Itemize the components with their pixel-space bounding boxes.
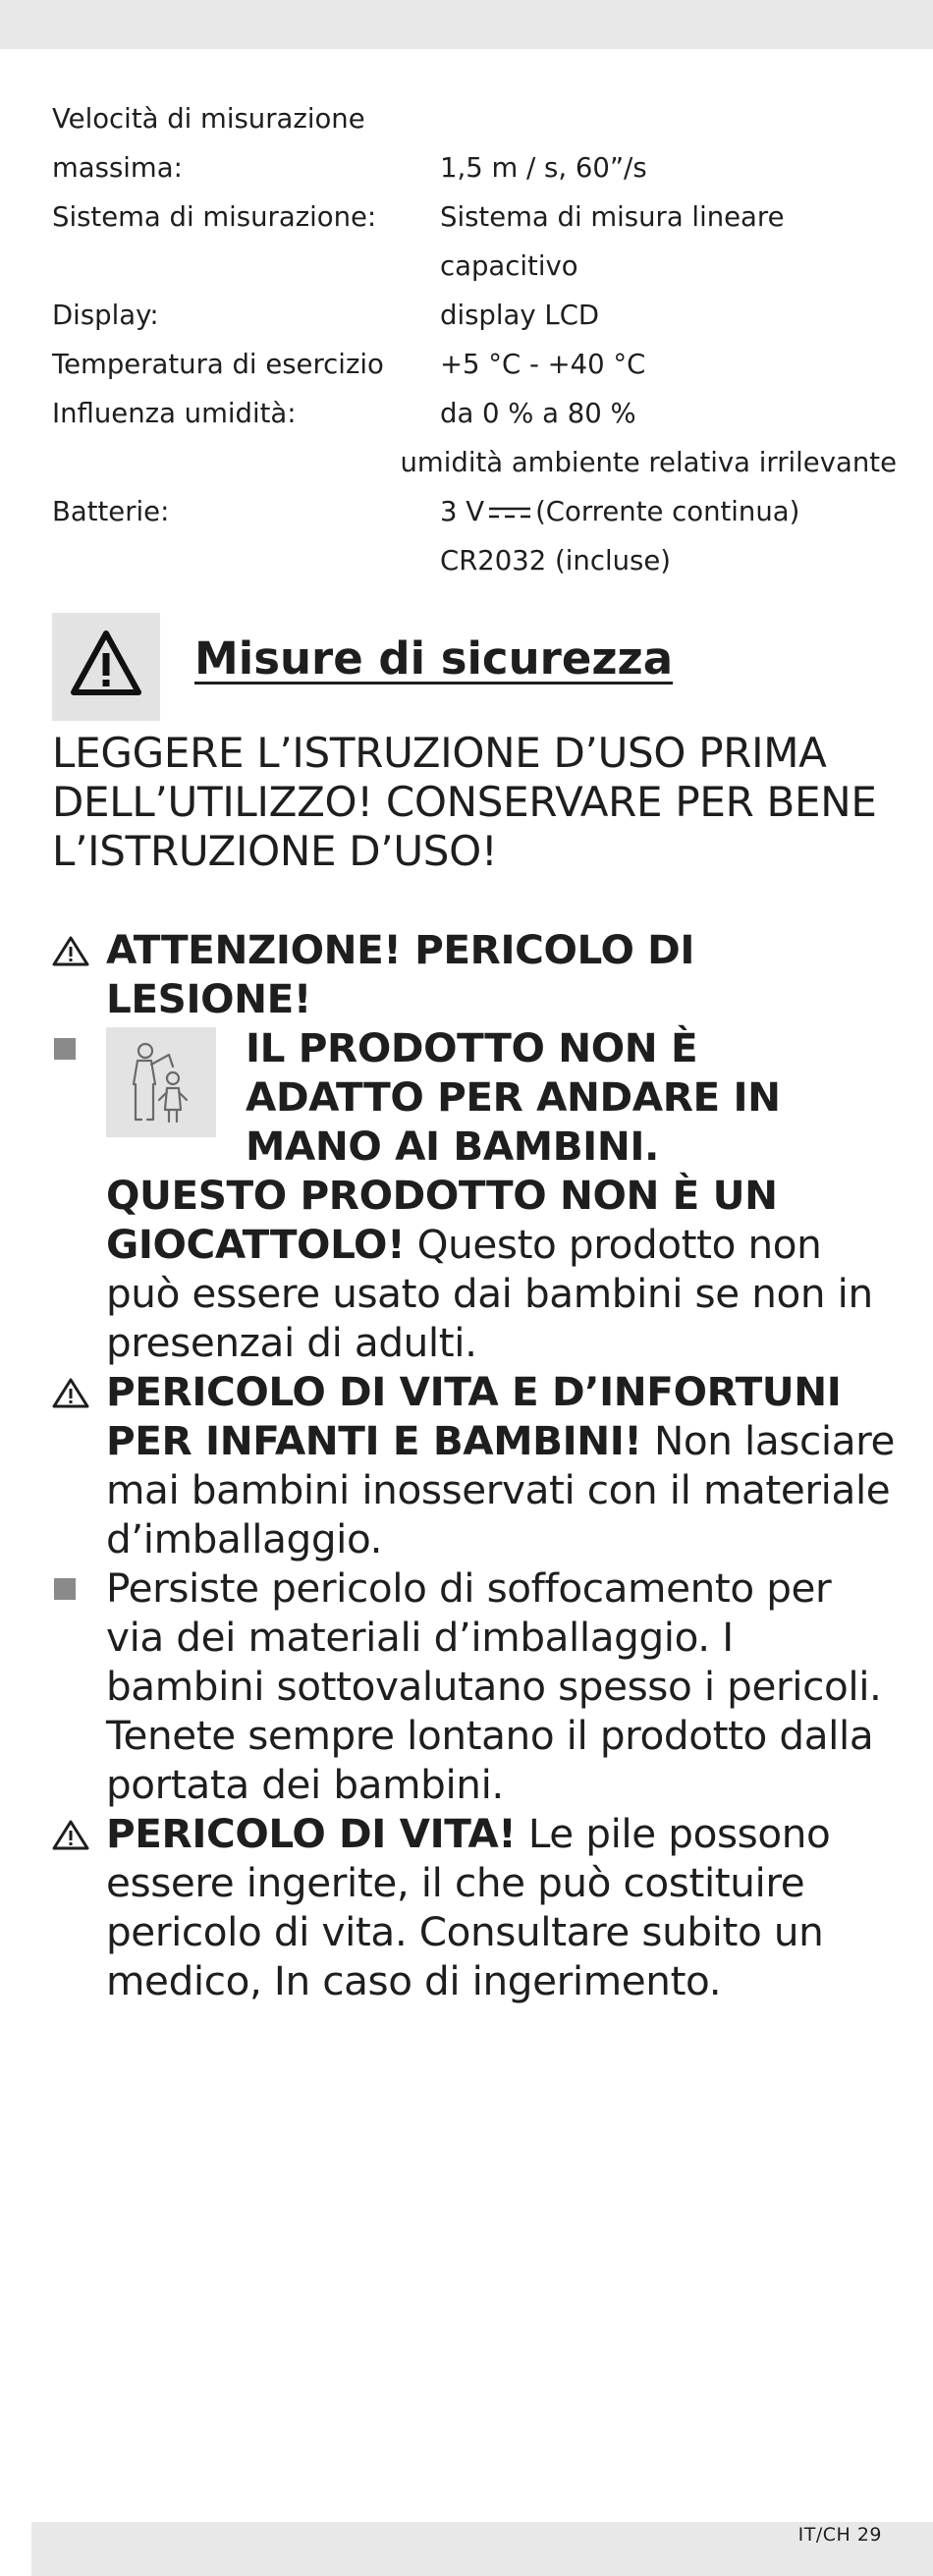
safety-list <box>52 925 897 2005</box>
item-bold: PERICOLO DI VITA! <box>106 1810 517 1857</box>
battery-current-type: (Corrente continua) <box>535 496 800 527</box>
spec-row <box>52 291 897 340</box>
spec-label: Temperatura di esercizio <box>52 349 384 380</box>
footer-notch <box>0 2522 31 2576</box>
spec-value: da 0 % a 80 % <box>440 398 636 429</box>
square-bullet <box>52 1023 91 1072</box>
safety-section-header <box>52 613 897 721</box>
list-item <box>52 1809 897 2005</box>
spec-table <box>52 94 897 585</box>
child-warning-line: ADATTO PER ANDARE IN <box>246 1073 781 1121</box>
spec-row <box>52 487 897 536</box>
spec-value <box>440 94 897 143</box>
child-with-toy-icon <box>106 1027 216 1137</box>
square-bullet <box>52 1563 91 1613</box>
spec-label: Influenza umidità: <box>52 398 297 429</box>
item-bold: QUESTO PRODOTTO NON È UN GIOCATTOLO! <box>106 1172 778 1268</box>
direct-current-icon <box>487 503 532 522</box>
spec-value: +5 °C - +40 °C <box>440 349 646 380</box>
item-body: Non lasciare mai bambini inosservati con il materiale d’imballaggio. <box>106 1417 895 1562</box>
item-bold: PERICOLO DI VITA E D’INFORTUNI PER INFANTI E BAMBINI! <box>106 1368 842 1464</box>
item-body: Questo prodotto non può essere usato dai bambini se non in presenzai di adulti. <box>106 1221 873 1366</box>
spec-row <box>52 340 897 389</box>
item-body: Le pile possono essere ingerite, il che può costituire pericolo di vita. Consultare subito un medico, In caso di ingerimento. <box>106 1810 831 2004</box>
spec-label <box>52 242 440 291</box>
list-item <box>52 1367 897 1563</box>
item-text <box>106 1171 897 1367</box>
list-item <box>52 1563 897 1809</box>
spec-row <box>52 536 897 585</box>
spec-label: Velocità di misurazione <box>52 103 365 135</box>
item-bold: ATTENZIONE! PERICOLO DI LESIONE! <box>106 926 695 1022</box>
spec-value: display LCD <box>440 300 600 331</box>
spec-value: capacitivo <box>440 250 578 282</box>
header-band <box>0 0 933 49</box>
list-item <box>52 1023 897 1367</box>
page-number: IT/CH 29 <box>797 2524 882 2546</box>
child-warning-block <box>106 1023 897 1171</box>
spec-row <box>52 389 897 438</box>
spec-value: CR2032 (incluse) <box>440 545 671 576</box>
spec-value: umidità ambiente relativa irrilevante <box>400 447 897 478</box>
spec-label: Batterie: <box>52 496 170 527</box>
spec-row <box>52 242 897 291</box>
spec-row <box>52 143 897 192</box>
spec-value: Sistema di misura lineare <box>440 201 785 233</box>
child-warning-line: MANO AI BAMBINI. <box>246 1123 659 1170</box>
spec-label: Display: <box>52 300 159 331</box>
item-body: Persiste pericolo di soffocamento per via dei materiali d’imballaggio. I bambini sottovalutano spesso i pericoli. Tenete sempre lontano il prodotto dalla portata dei bambini. <box>106 1564 882 1808</box>
intro-warning: LEGGERE L’ISTRUZIONE D’USO PRIMA DELL’UTILIZZO! CONSERVARE PER BENE L’ISTRUZIONE D’USO! <box>52 729 877 875</box>
list-item <box>52 925 897 1023</box>
spec-value <box>440 487 897 536</box>
spec-value: 1,5 m / s, 60”/s <box>440 152 647 184</box>
warning-triangle-icon <box>52 1809 91 1858</box>
spec-label <box>52 536 440 585</box>
battery-voltage: 3 V <box>440 496 485 527</box>
spec-label: Sistema di misurazione: <box>52 201 377 233</box>
footer-band <box>0 2522 933 2576</box>
child-warning-text <box>246 1023 781 1171</box>
section-title: Misure di sicurezza <box>194 632 674 685</box>
spec-row <box>52 438 897 487</box>
spec-row <box>52 192 897 242</box>
spec-label <box>52 438 401 487</box>
warning-triangle-icon <box>52 1367 91 1416</box>
warning-triangle-icon <box>52 613 160 721</box>
spec-row <box>52 94 897 143</box>
child-warning-line: IL PRODOTTO NON È <box>246 1024 698 1071</box>
spec-label: massima: <box>52 152 183 184</box>
warning-triangle-icon <box>52 925 91 974</box>
